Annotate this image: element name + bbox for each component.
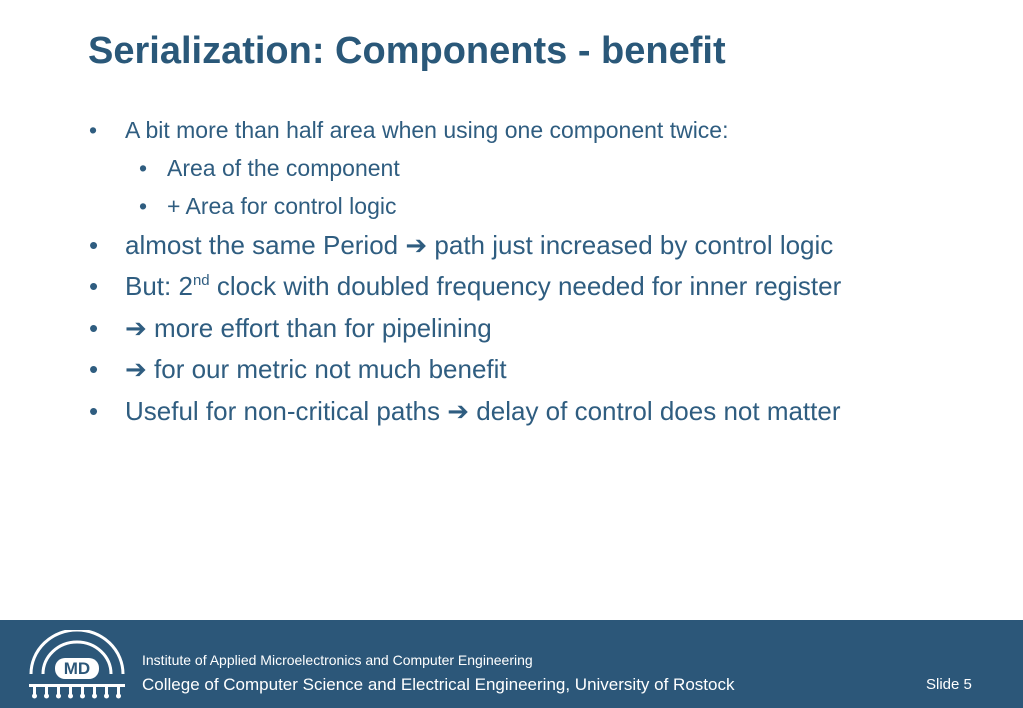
- arrow-right-icon: ➔: [125, 314, 147, 344]
- bullet-marker: •: [139, 155, 148, 181]
- slide-number: Slide 5: [926, 676, 972, 693]
- arrow-right-icon: ➔: [447, 397, 470, 427]
- institute-logo: [26, 630, 128, 704]
- bullet-text: + Area for control logic: [167, 193, 397, 219]
- svg-text:MD: MD: [63, 659, 91, 678]
- bullet-text: A bit more than half area when using one component twice:: [125, 117, 729, 143]
- bullet-text: for our metric not much benefit: [154, 354, 507, 384]
- bullet-text: delay of control does not matter: [476, 396, 841, 426]
- bullet-item: [89, 230, 834, 261]
- bullet-item: [89, 313, 492, 344]
- superscript: nd: [192, 272, 210, 289]
- bullet-text: almost the same Period: [125, 230, 399, 260]
- college-name: College of Computer Science and Electrical Engineering, University of Rostock: [142, 675, 735, 694]
- bullet-item: [89, 117, 729, 144]
- bullet-marker: •: [89, 354, 99, 384]
- arrow-right-icon: ➔: [125, 355, 147, 385]
- bullet-marker: •: [89, 396, 99, 426]
- footer-bar: [0, 620, 1023, 708]
- bullet-marker: •: [89, 117, 98, 143]
- bullet-marker: •: [139, 193, 148, 219]
- bullet-item: [89, 354, 507, 385]
- bullet-text: But: 2: [125, 271, 193, 301]
- bullet-item: [89, 271, 842, 302]
- bullet-text: path just increased by control logic: [434, 230, 834, 260]
- institute-name: Institute of Applied Microelectronics and Computer Engineering: [142, 652, 533, 668]
- bullet-marker: •: [89, 313, 99, 343]
- bullet-item: [89, 396, 841, 427]
- arrow-right-icon: ➔: [405, 231, 428, 261]
- bullet-marker: •: [89, 271, 99, 301]
- sub-bullet-item: [139, 155, 400, 182]
- bullet-marker: •: [89, 230, 99, 260]
- slide-title: Serialization: Components - benefit: [88, 30, 726, 72]
- bullet-text: clock with doubled frequency needed for inner register: [216, 271, 842, 301]
- bullet-text: Useful for non-critical paths: [125, 396, 441, 426]
- sub-bullet-item: [139, 193, 397, 220]
- bullet-text: Area of the component: [167, 155, 400, 181]
- bullet-text: more effort than for pipelining: [154, 313, 492, 343]
